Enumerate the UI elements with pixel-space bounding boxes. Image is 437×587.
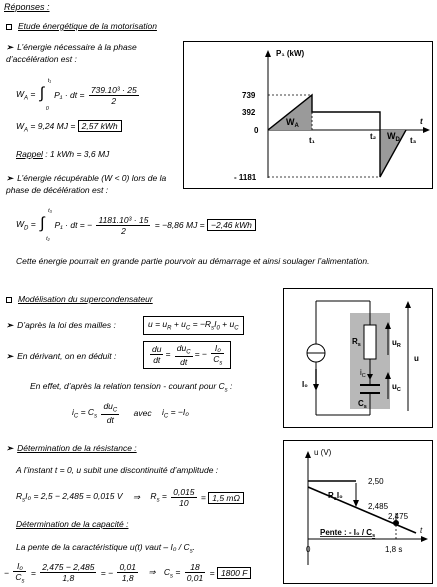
- resistance-heading: ➢ Détermination de la résistance :: [6, 443, 137, 453]
- tick-0: 0: [306, 545, 311, 554]
- y-axis-arrow-icon: [265, 50, 271, 57]
- circuit-frame: [283, 288, 433, 428]
- decel-energy-text: ➢ L’énergie récupérable (W < 0) lors de la phase de décélération est :: [6, 173, 167, 195]
- cs-label: $C_s$: [358, 399, 367, 410]
- tick-392: 392: [242, 108, 256, 117]
- capacity-heading: Détermination de la capacité :: [16, 519, 129, 529]
- kvl-label: ➢ D’après la loi des mailles :: [6, 320, 116, 330]
- wd-label: $W_D$: [387, 131, 400, 143]
- accel-energy-text: ➢ L’énergie nécessaire à la phase d’accélération est :: [6, 42, 137, 64]
- section-energy-heading: Etude énergétique de la motorisation: [6, 21, 157, 31]
- tick-t3: t₃: [410, 136, 417, 145]
- tick-0: 0: [254, 126, 259, 135]
- y-axis-arrow-icon: [305, 451, 311, 458]
- slope-text: La pente de la caractéristique u(t) vaut – $I_0 / C_s$.: [16, 542, 196, 555]
- rsi0-label: $R_sI_0$: [328, 491, 343, 502]
- arrow-bullet-icon: ➢: [6, 351, 14, 361]
- x-axis-title: t: [420, 117, 423, 126]
- voltage-graph-frame: [283, 440, 433, 584]
- value-2485: 2,485: [368, 502, 389, 511]
- arrow-bullet-icon: ➢: [6, 320, 14, 330]
- ic-label: $i_C$: [360, 368, 366, 379]
- u-label: u: [414, 354, 419, 363]
- square-bullet-icon: [6, 297, 12, 303]
- y-axis-title: P₁ (kW): [276, 49, 305, 58]
- x-axis-arrow-icon: [423, 127, 430, 133]
- rs-label: $R_s$: [352, 337, 361, 348]
- square-bullet-icon: [6, 24, 12, 30]
- arrow-bullet-icon: ➢: [6, 443, 14, 453]
- wa-boxed-result: 2,57 kWh: [78, 120, 122, 132]
- x-axis-arrow-icon: [421, 536, 428, 542]
- page-title: Réponses :: [4, 2, 50, 12]
- uc-label: $u_C$: [392, 382, 401, 393]
- wa-integral-equation: $W_A$ = ∫ t₁ 0 P₁ · dt = $\frac{\text{739.10³ · 25}}{2}$: [16, 78, 137, 112]
- current-relation-text: En effet, d’après la relation tension - courant pour $C_s$ :: [30, 381, 233, 394]
- slope-label: Pente : - $I_0 / C_s$: [320, 528, 376, 539]
- energy-conclusion: Cette énergie pourrait en grande partie pourvoir au démarrage et ainsi soulager l’alimentation.: [16, 256, 370, 266]
- section-model-heading: Modélisation du supercondensateur: [6, 294, 153, 304]
- circuit-diagram: [284, 289, 432, 427]
- wa-label: $W_A$: [286, 117, 299, 129]
- kvl-equation: $u = u_R + u_C = -R_sI_0 + u_C$: [143, 316, 244, 335]
- resistor-icon: [364, 325, 376, 359]
- resistance-equation: $R_sI_0 = 2,5 - 2,485 = 0,015$ V ⇒ $R_s$ = $\frac{0,015}{10}$ = 1,5 mΩ: [16, 487, 244, 508]
- derivative-equation: $\frac{du}{dt}$ = $\frac{du_C}{dt}$ = − $\frac{\text{I₀}}{C_s}$: [143, 341, 231, 369]
- tick-t2: t₂: [370, 132, 377, 141]
- ur-label: $u_R$: [392, 338, 401, 349]
- i0-arrow-icon: [313, 384, 319, 391]
- tick-t1: t₁: [309, 136, 315, 145]
- arrow-bullet-icon: ➢: [6, 42, 14, 52]
- arrow-bullet-icon: ➢: [6, 173, 14, 183]
- x-axis-title: t: [420, 526, 423, 535]
- tick-739: 739: [242, 91, 256, 100]
- tick-minus-1181: - 1181: [234, 173, 257, 182]
- voltage-curve: [308, 487, 416, 533]
- ic-equation: $i_C = C_s$ $\frac{du_C}{dt}$ avec $i_C = -I_0$: [72, 401, 189, 425]
- rs-boxed-result: 1,5 mΩ: [208, 492, 244, 504]
- capacity-equation: − $\frac{\text{I₀}}{C_s}$ = $\frac{2,475 - 2,485}{1,8}$ = − $\frac{0,01}{1,8}$ ⇒ $C_s$ = $\frac{18}{0,01}$ = 1800 F: [4, 561, 251, 585]
- discontinuity-text: A l’instant t = 0, u subit une discontinuité d’amplitude :: [16, 465, 219, 475]
- value-250: 2,50: [368, 477, 384, 486]
- u-arrow-icon: [405, 301, 411, 308]
- derivative-label: ➢ En dérivant, on en déduit :: [6, 351, 117, 361]
- tick-18: 1,8 s: [385, 545, 403, 554]
- i0-label: I₀: [302, 380, 308, 389]
- wd-integral-equation: $W_D$ = ∫ t₃ t₂ P₁ · dt = − $\frac{\text{1181.10³ · 15}}{2}$ = −8,86 MJ = −2,46 kWh: [16, 210, 256, 240]
- integral-sign-icon: ∫: [40, 215, 45, 232]
- y-axis-title: u (V): [314, 448, 332, 457]
- wd-boxed-result: −2,46 kWh: [207, 219, 256, 231]
- voltage-graph: [284, 441, 432, 583]
- cs-boxed-result: 1800 F: [217, 567, 251, 579]
- wa-result: $W_A = 9,24$ MJ = 2,57 kWh: [16, 121, 122, 134]
- integral-sign-icon: ∫: [39, 85, 45, 102]
- power-graph-frame: [183, 41, 433, 189]
- value-2475: 2,475: [388, 512, 409, 521]
- power-graph: [184, 42, 432, 188]
- rappel-line: Rappel : 1 kWh = 3,6 MJ: [16, 149, 110, 159]
